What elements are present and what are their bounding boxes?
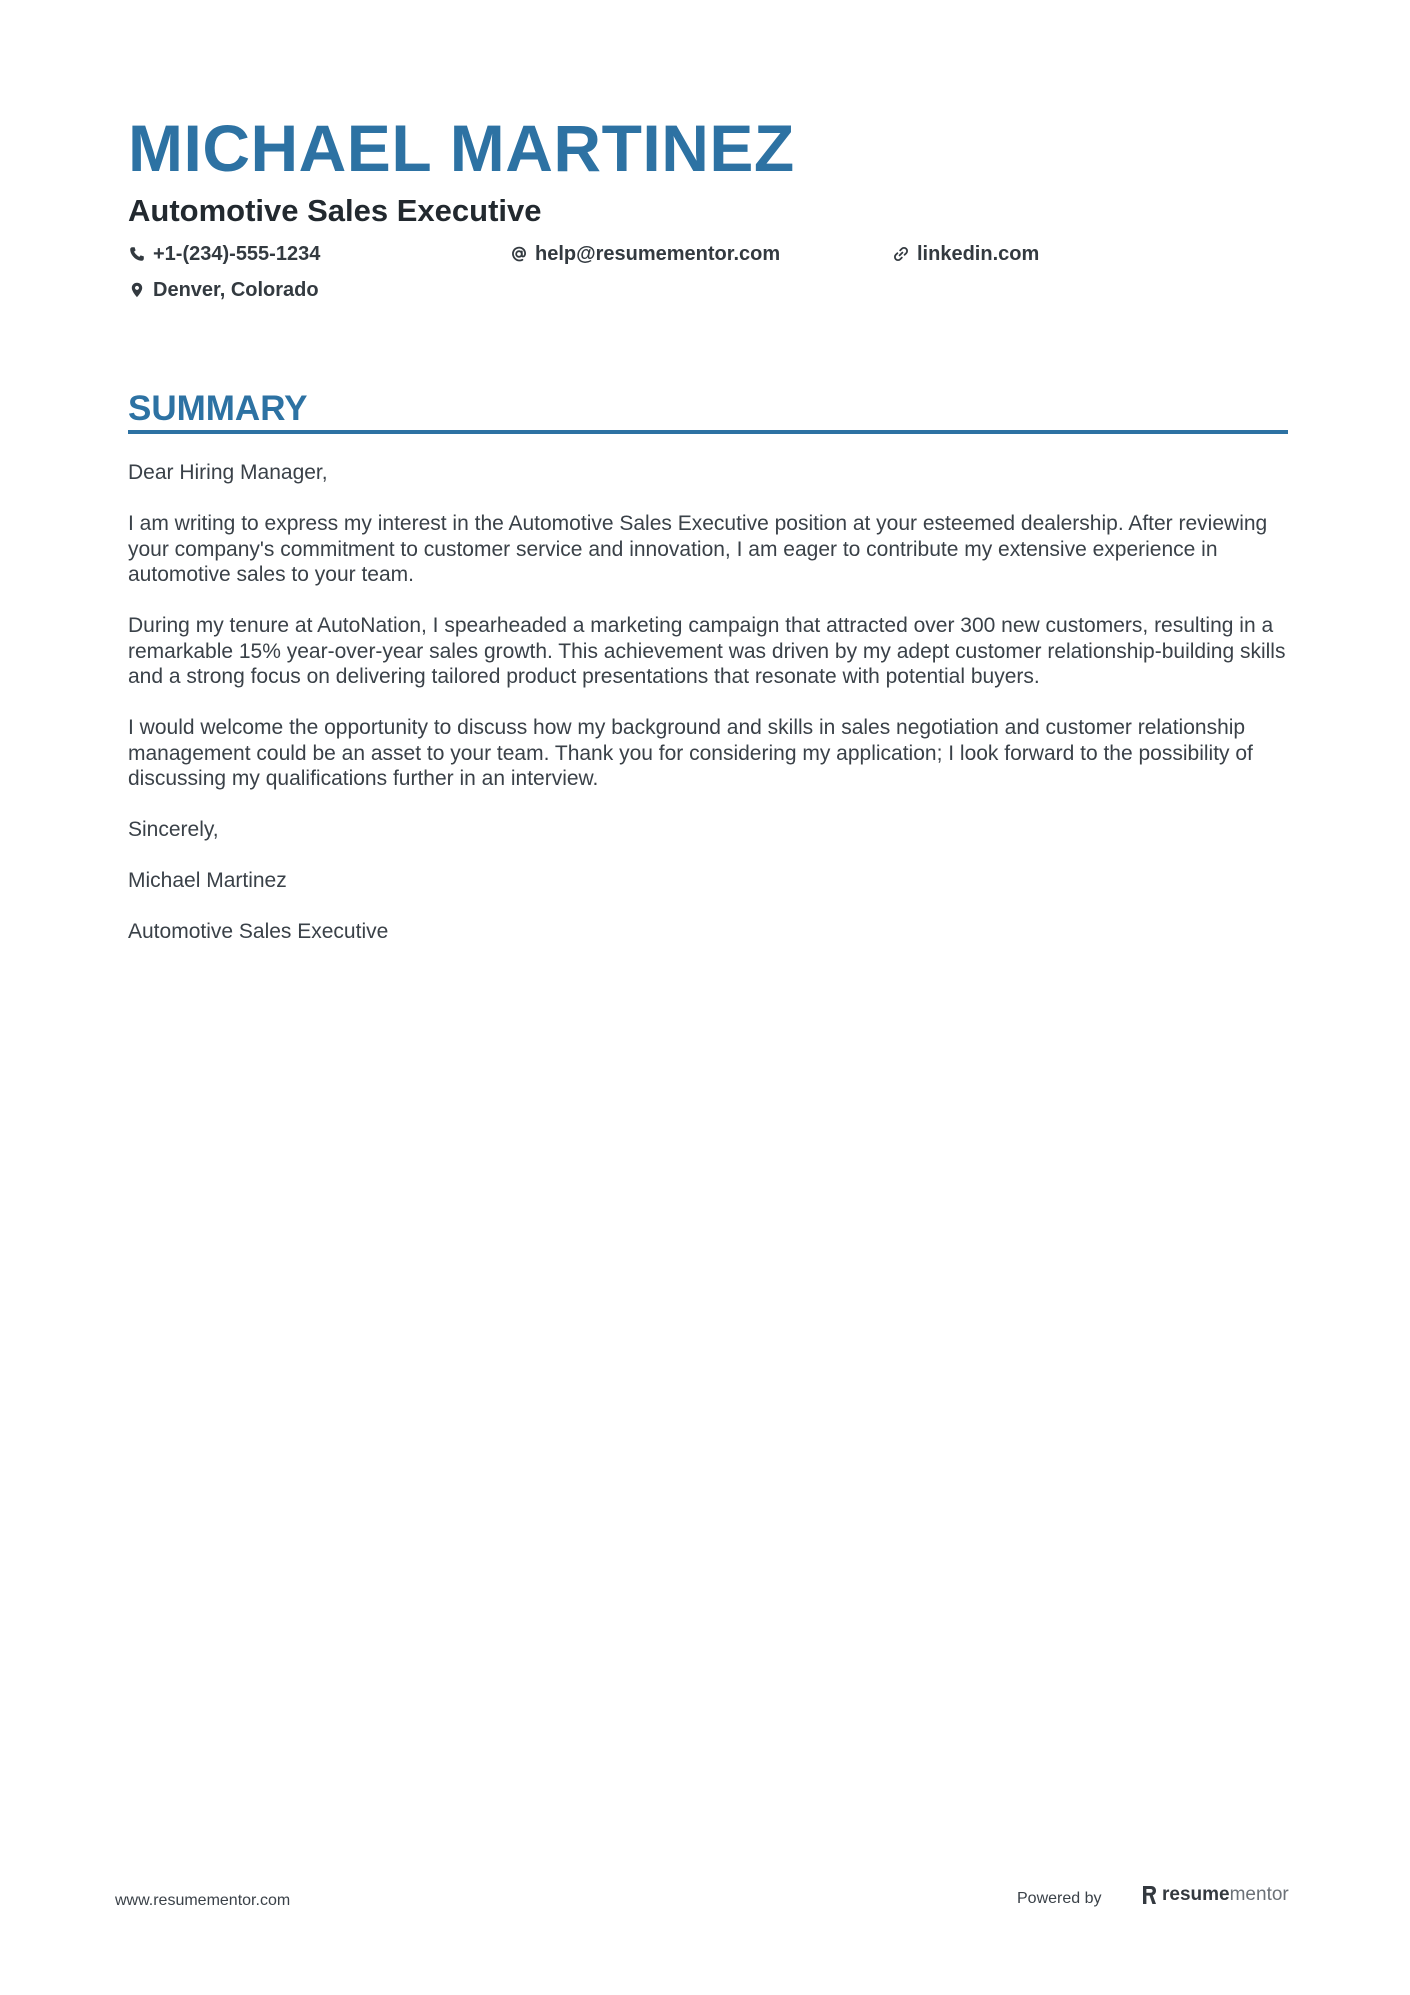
candidate-name: MICHAEL MARTINEZ xyxy=(128,111,795,185)
link-icon xyxy=(892,245,910,263)
phone-text: +1-(234)-555-1234 xyxy=(153,242,321,265)
job-title: Automotive Sales Executive xyxy=(128,193,542,228)
contact-location xyxy=(128,276,319,304)
contact-link xyxy=(892,240,1039,268)
contact-email xyxy=(510,240,780,268)
letter-paragraph: I would welcome the opportunity to discuss how my background and skills in sales negotiation and customer relationship management could be an asset to your team. Thank you for considering my application; I look forward to the possibility of discussing my qualifications further in an interview. xyxy=(128,716,1253,790)
letter-paragraph: During my tenure at AutoNation, I spearheaded a marketing campaign that attracted over 300 new customers, resulting in a remarkable 15% year-over-year sales growth. This achievement was driven by my adept customer relationship-building skills and a strong focus on delivering tailored product presentations that resonate with potential buyers. xyxy=(128,614,1286,688)
location-pin-icon xyxy=(128,281,146,299)
signature-name: Michael Martinez xyxy=(128,869,287,892)
link-text[interactable]: linkedin.com xyxy=(917,242,1040,265)
email-text[interactable]: help@resumementor.com xyxy=(535,242,781,265)
signature-title: Automotive Sales Executive xyxy=(128,920,389,943)
section-divider xyxy=(128,430,1288,434)
footer-website[interactable]: www.resumementor.com xyxy=(115,1892,291,1909)
brand-name-bold: resume xyxy=(1162,1884,1230,1905)
salutation: Dear Hiring Manager, xyxy=(128,461,328,484)
closing: Sincerely, xyxy=(128,818,219,841)
contact-phone xyxy=(128,240,320,268)
letter-paragraph: I am writing to express my interest in the Automotive Sales Executive position at your esteemed dealership. After reviewing your company's commitment to customer service and innovation, I am eager to contribute my extensive experience in automotive sales to your team. xyxy=(128,512,1268,586)
summary-heading: SUMMARY xyxy=(128,389,308,428)
location-text: Denver, Colorado xyxy=(153,278,319,301)
phone-icon xyxy=(128,245,146,263)
letter-body xyxy=(128,460,1288,970)
at-icon xyxy=(510,245,528,263)
resumementor-logo-icon xyxy=(1140,1884,1158,1906)
brand-name-light: mentor xyxy=(1229,1884,1289,1905)
powered-by-label: Powered by xyxy=(1017,1890,1102,1907)
brand-logo[interactable] xyxy=(1140,1884,1289,1906)
